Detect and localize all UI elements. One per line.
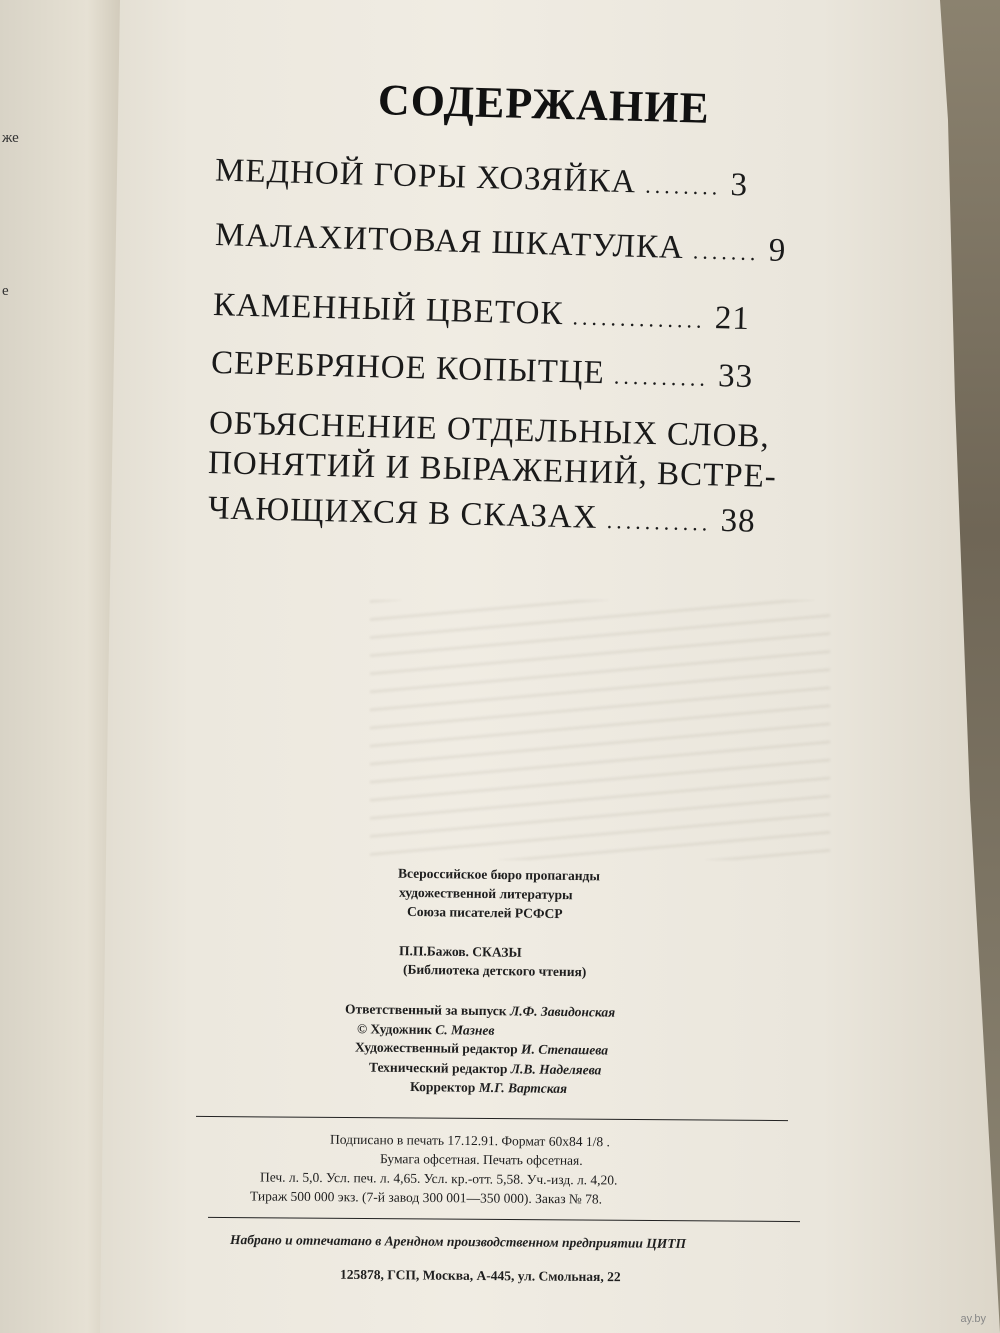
toc-entry-title: СЕРЕБРЯНОЕ КОПЫТЦЕ: [210, 344, 606, 392]
credit-role: © Художник: [356, 1021, 433, 1038]
credit-name: И. Степашева: [520, 1041, 609, 1058]
book-series-line: (Библиотека детского чтения): [402, 961, 587, 980]
credit-line: [369, 1060, 602, 1079]
toc-leader-dots: .......: [692, 238, 760, 266]
toc-page-number: 21: [714, 300, 751, 338]
toc-page-number: 3: [730, 166, 749, 204]
toc-page-number: 38: [720, 502, 757, 540]
underlying-text-fragment: же: [2, 130, 19, 146]
credit-role: Художественный редактор: [354, 1039, 518, 1057]
toc-leader-dots: ...........: [606, 508, 712, 536]
toc-entry-title: ПОНЯТИЙ И ВЫРАЖЕНИЙ, ВСТРЕ-: [207, 445, 778, 495]
print-info-line: Подписано в печать 17.12.91. Формат 60x84 1/8 .: [329, 1131, 610, 1150]
divider: [208, 1217, 800, 1222]
printer-text: Набрано и отпечатано в Арендном производственном предприятии ЦИТП: [229, 1232, 687, 1251]
print-info-line: Бумага офсетная. Печать офсетная.: [379, 1151, 583, 1168]
toc-entry-title: ОБЪЯСНЕНИЕ ОТДЕЛЬНЫХ СЛОВ,: [208, 405, 771, 455]
credit-name: Л.Ф. Завидонская: [509, 1003, 616, 1020]
credit-role: Ответственный за выпуск: [344, 1001, 507, 1019]
credit-name: М.Г. Вартская: [478, 1079, 568, 1096]
toc-leader-dots: ........: [644, 172, 722, 200]
publisher-line: Всероссийское бюро пропаганды: [397, 865, 601, 884]
publisher-line: художественной литературы: [398, 884, 573, 903]
toc-leader-dots: ..........: [613, 363, 710, 391]
divider: [196, 1116, 788, 1121]
toc-entry-title: МАЛАХИТОВАЯ ШКАТУЛКА: [214, 217, 685, 267]
toc-entry-title: МЕДНОЙ ГОРЫ ХОЗЯЙКА: [214, 152, 637, 201]
printer-line: [230, 1232, 686, 1252]
credit-line: [410, 1079, 567, 1097]
credit-line: [355, 1039, 608, 1058]
print-info-line: Печ. л. 5,0. Усл. печ. л. 4,65. Усл. кр.-отт. 5,58. Уч.-изд. л. 4,20.: [259, 1169, 618, 1188]
credit-line: [357, 1021, 495, 1039]
address-line: 125878, ГСП, Москва, А-445, ул. Смольная, 22: [339, 1266, 621, 1285]
toc-leader-dots: ..............: [572, 304, 706, 333]
toc-entry-title: КАМЕННЫЙ ЦВЕТОК: [212, 286, 564, 333]
credit-role: Технический редактор: [368, 1059, 508, 1077]
site-watermark: ay.by: [960, 1313, 986, 1325]
credit-name: С. Мазнев: [435, 1022, 495, 1038]
credit-line: [345, 1001, 615, 1020]
toc-page-number: 33: [717, 358, 754, 396]
credit-role: Корректор: [409, 1079, 476, 1095]
toc-entry-title: ЧАЮЩИХСЯ В СКАЗАХ: [207, 490, 599, 536]
page-title: СОДЕРЖАНИЕ: [377, 75, 711, 133]
underlying-text-fragment: е: [2, 283, 9, 299]
print-info-line: Тираж 500 000 экз. (7-й завод 300 001—350 000). Заказ № 78.: [249, 1188, 603, 1207]
toc-page-number: 9: [768, 232, 787, 269]
book-title-line: П.П.Бажов. СКАЗЫ: [398, 943, 522, 960]
publisher-line: Союза писателей РСФСР: [406, 903, 563, 922]
credit-name: Л.В. Наделяева: [510, 1061, 602, 1078]
